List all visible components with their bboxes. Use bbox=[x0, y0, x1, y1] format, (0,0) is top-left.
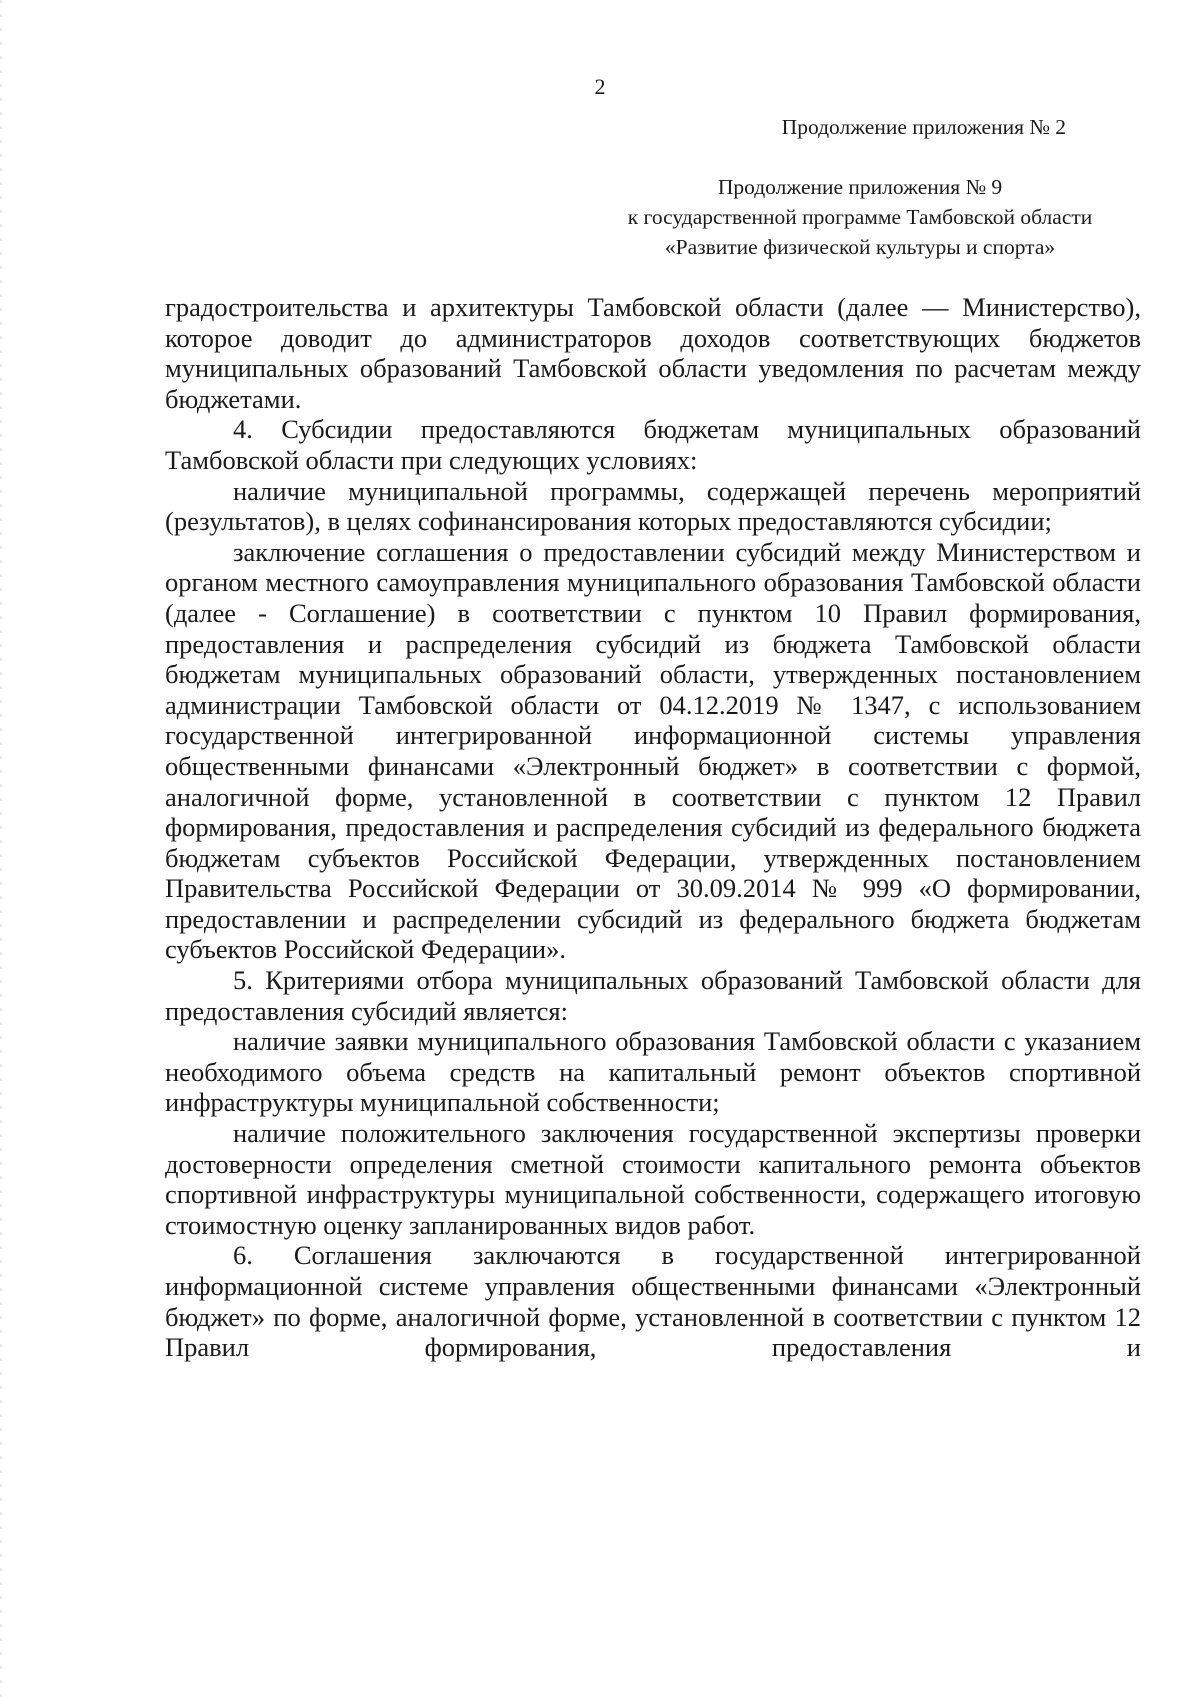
document-body bbox=[165, 292, 1141, 1363]
paragraph: наличие положительного заключения государственной экспертизы проверки достоверности определения сметной стоимости капитального ремонта объектов спортивной инфраструктуры муниципальной собственности, содержащего итоговую стоимостную оценку запланированных видов работ. bbox=[165, 1118, 1141, 1240]
annex-9-line: «Развитие физической культуры и спорта» bbox=[664, 235, 1056, 259]
page-number: 2 bbox=[594, 74, 606, 99]
paragraph: заключение соглашения о предоставлении субсидий между Министерством и органом местного самоуправления муниципального образования Тамбовской области (далее - Соглашение) в соответствии с пунктом 10 Правил формирования, предоставления и распределения субсидий из бюджета Тамбовской области бюджетам муниципальных образований области, утвержденных постановлением администрации Тамбовской области от 04.12.2019 № 1347, с использованием государственной интегрированной информационной системы управления общественными финансами «Электронный бюджет» в соответствии с формой, аналогичной форме, установленной в соответствии с пунктом 12 Правил формирования, предоставления и распределения субсидий из федерального бюджета бюджетам субъектов Российской Федерации, утвержденных постановлением Правительства Российской Федерации от 30.09.2014 № 999 «О формировании, предоставлении и распределении субсидий из федерального бюджета бюджетам субъектов Российской Федерации». bbox=[165, 536, 1141, 965]
paragraph: наличие муниципальной программы, содержащей перечень мероприятий (результатов), в целях софинансирования которых предоставляются субсидии; bbox=[165, 475, 1141, 537]
annex-9-line: Продолжение приложения № 9 bbox=[717, 175, 1003, 199]
annex-9-heading bbox=[580, 172, 1140, 262]
annex-2-heading: Продолжение приложения № 2 bbox=[781, 115, 1066, 139]
scan-edge-artifact bbox=[0, 0, 2, 1697]
paragraph-item-6: 6. Соглашения заключаются в государственной интегрированной информационной системе управления общественными финансами «Электронный бюджет» по форме, аналогичной форме, установленной в соответствии с пунктом 12 Правил формирования, предоставления и bbox=[165, 1240, 1141, 1363]
paragraph-item-5: 5. Критериями отбора муниципальных образований Тамбовской области для предоставления субсидий является: bbox=[165, 965, 1141, 1026]
paragraph: наличие заявки муниципального образования Тамбовской области с указанием необходимого объема средств на капитальный ремонт объектов спортивной инфраструктуры муниципальной собственности; bbox=[165, 1026, 1141, 1118]
paragraph-item-4: 4. Субсидии предоставляются бюджетам муниципальных образований Тамбовской области при следующих условиях: bbox=[165, 414, 1141, 475]
paragraph: градостроительства и архитектуры Тамбовской области (далее — Министерство), которое доводит до администраторов доходов соответствующих бюджетов муниципальных образований Тамбовской области уведомления по расчетам между бюджетами. bbox=[165, 292, 1141, 414]
annex-9-line: к государственной программе Тамбовской области bbox=[627, 205, 1093, 229]
